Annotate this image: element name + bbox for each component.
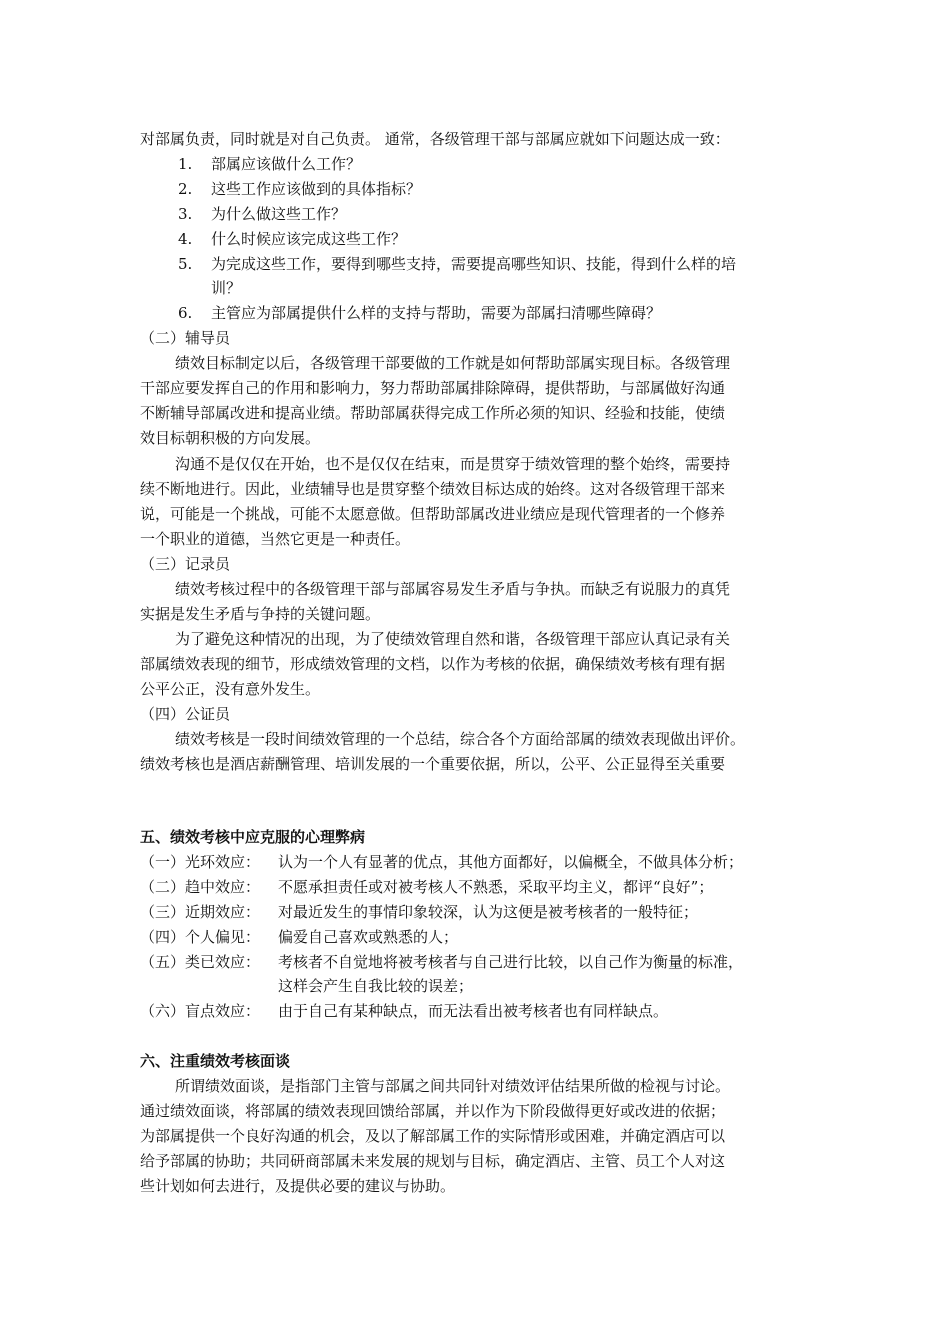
effect-label: （四）个人偏见： — [140, 928, 261, 946]
effect-label: （二）趋中效应： — [140, 878, 261, 896]
list-item: 主管应为部属提供什么样的支持与帮助，需要为部属扫清哪些障碍？ — [211, 304, 662, 322]
paragraph-line: 效目标朝积极的方向发展。 — [140, 429, 321, 447]
paragraph-line: 为了避免这种情况的出现，为了使绩效管理自然和谐，各级管理干部应认真记录有关 — [175, 630, 731, 648]
list-number: 6. — [178, 304, 193, 322]
list-number: 4. — [178, 230, 193, 248]
paragraph-line: 公平公正，没有意外发生。 — [140, 680, 321, 698]
list-item: 什么时候应该完成这些工作？ — [211, 230, 407, 248]
section-heading-5: 五、绩效考核中应克服的心理弊病 — [140, 828, 366, 846]
list-item: 部属应该做什么工作？ — [211, 155, 362, 173]
paragraph-line: 部属绩效表现的细节，形成绩效管理的文档，以作为考核的依据，确保绩效考核有理有据 — [140, 655, 726, 673]
effect-description-continuation: 这样会产生自我比较的误差； — [278, 977, 474, 995]
paragraph-line: 干部应要发挥自己的作用和影响力，努力帮助部属排除障碍，提供帮助，与部属做好沟通 — [140, 379, 726, 397]
paragraph-line: 实据是发生矛盾与争持的关键问题。 — [140, 605, 381, 623]
paragraph-line: 为部属提供一个良好沟通的机会，及以了解部属工作的实际情形或困难，并确定酒店可以 — [140, 1127, 726, 1145]
list-number: 5. — [178, 255, 193, 273]
paragraph-line: 绩效考核是一段时间绩效管理的一个总结，综合各个方面给部属的绩效表现做出评价。 — [175, 730, 746, 748]
paragraph-line: 说，可能是一个挑战，可能不太愿意做。但帮助部属改进业绩应是现代管理者的一个修养 — [140, 505, 726, 523]
paragraph-line: 绩效考核过程中的各级管理干部与部属容易发生矛盾与争执。而缺乏有说服力的真凭 — [175, 580, 731, 598]
effect-description: 偏爱自己喜欢或熟悉的人； — [278, 928, 459, 946]
effect-label: （一）光环效应： — [140, 853, 261, 871]
paragraph-line: 绩效目标制定以后，各级管理干部要做的工作就是如何帮助部属实现目标。各级管理 — [175, 354, 731, 372]
paragraph-line: 沟通不是仅仅在开始，也不是仅仅在结束，而是贯穿于绩效管理的整个始终，需要持 — [175, 455, 731, 473]
effect-label: （三）近期效应： — [140, 903, 261, 921]
section-title-notary: （四）公证员 — [140, 705, 231, 723]
effect-label: （五）类已效应： — [140, 953, 261, 971]
section-title-coach: （二）辅导员 — [140, 329, 231, 347]
list-item-continuation: 训？ — [211, 279, 242, 297]
list-number: 1. — [178, 155, 193, 173]
list-item: 这些工作应该做到的具体指标？ — [211, 180, 422, 198]
paragraph-line: 不断辅导部属改进和提高业绩。帮助部属获得完成工作所必须的知识、经验和技能，使绩 — [140, 404, 726, 422]
list-number: 3. — [178, 205, 193, 223]
effect-description: 考核者不自觉地将被考核者与自己进行比较，以自己作为衡量的标准， — [278, 953, 744, 971]
paragraph-line: 通过绩效面谈，将部属的绩效表现回馈给部属，并以作为下阶段做得更好或改进的依据； — [140, 1102, 726, 1120]
paragraph-line: 一个职业的道德，当然它更是一种责任。 — [140, 530, 411, 548]
paragraph-line: 所谓绩效面谈，是指部门主管与部属之间共同针对绩效评估结果所做的检视与讨论。 — [175, 1077, 731, 1095]
list-item: 为什么做这些工作？ — [211, 205, 347, 223]
intro-line: 对部属负责，同时就是对自己负责。 通常，各级管理干部与部属应就如下问题达成一致： — [140, 130, 730, 148]
effect-label: （六）盲点效应： — [140, 1002, 261, 1020]
section-title-recorder: （三）记录员 — [140, 555, 231, 573]
effect-description: 对最近发生的事情印象较深，认为这便是被考核者的一般特征； — [278, 903, 699, 921]
paragraph-line: 绩效考核也是酒店薪酬管理、培训发展的一个重要依据，所以，公平、公正显得至关重要 — [140, 755, 726, 773]
effect-description: 由于自己有某种缺点，而无法看出被考核者也有同样缺点。 — [278, 1002, 669, 1020]
list-item: 为完成这些工作，要得到哪些支持，需要提高哪些知识、技能，得到什么样的培 — [211, 255, 737, 273]
paragraph-line: 给予部属的协助；共同研商部属未来发展的规划与目标，确定酒店、主管、员工个人对这 — [140, 1152, 726, 1170]
section-heading-6: 六、注重绩效考核面谈 — [140, 1052, 291, 1070]
paragraph-line: 续不断地进行。因此，业绩辅导也是贯穿整个绩效目标达成的始终。这对各级管理干部来 — [140, 480, 726, 498]
paragraph-line: 些计划如何去进行，及提供必要的建议与协助。 — [140, 1177, 456, 1195]
effect-description: 不愿承担责任或对被考核人不熟悉，采取平均主义，都评“良好”； — [278, 878, 714, 896]
effect-description: 认为一个人有显著的优点，其他方面都好，以偏概全，不做具体分析； — [278, 853, 744, 871]
list-number: 2. — [178, 180, 193, 198]
